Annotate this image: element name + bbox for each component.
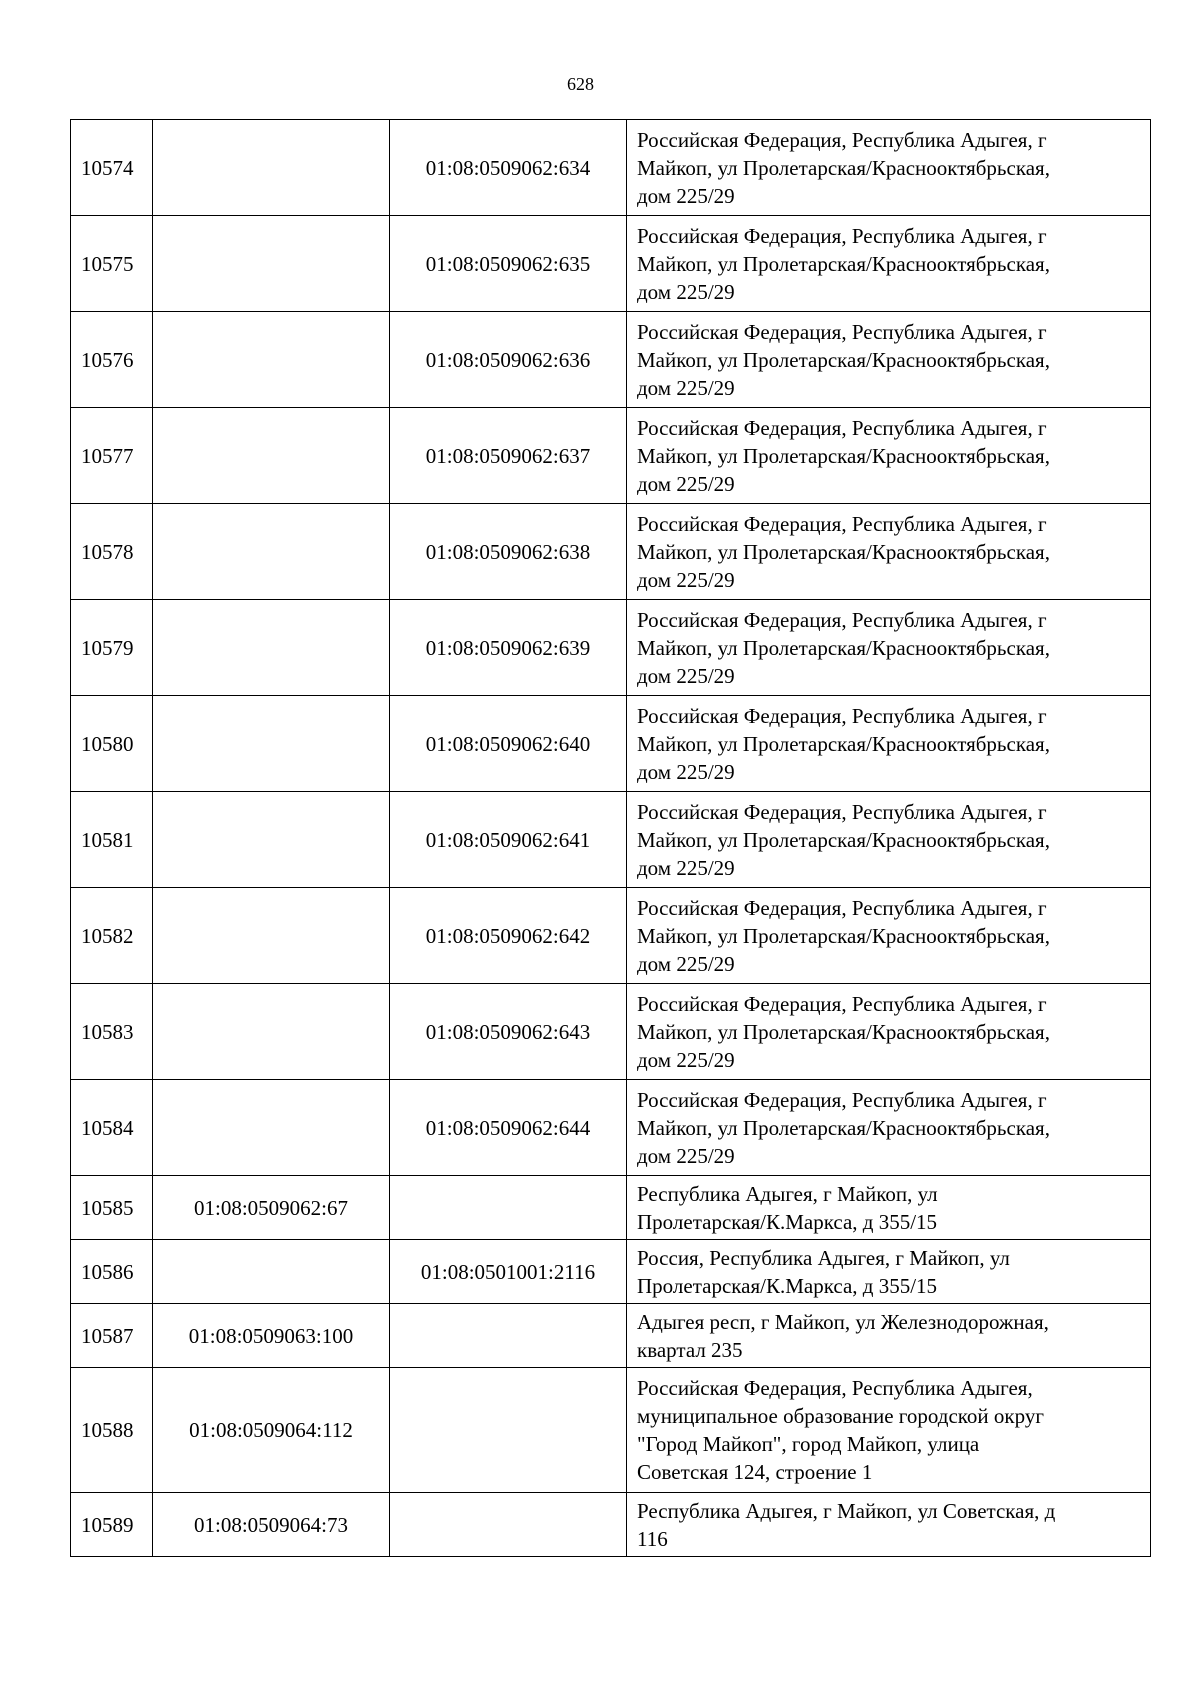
row-number-cell: 10578 <box>71 504 153 600</box>
address-line: Республика Адыгея, г Майкоп, ул <box>637 1181 938 1206</box>
row-number-cell: 10580 <box>71 696 153 792</box>
address-line: Российская Федерация, Республика Адыгея, г <box>637 991 1047 1016</box>
address-line: дом 225/29 <box>637 567 735 592</box>
building-cadastral-number-cell: 01:08:0509062:635 <box>390 216 627 312</box>
land-cadastral-number-cell <box>153 1240 390 1304</box>
page-number: 628 <box>567 74 594 94</box>
land-cadastral-number-cell <box>153 984 390 1080</box>
address-line: дом 225/29 <box>637 183 735 208</box>
address-line: Российская Федерация, Республика Адыгея, г <box>637 511 1047 536</box>
land-cadastral-number-cell <box>153 792 390 888</box>
building-cadastral-number-cell: 01:08:0509062:638 <box>390 504 627 600</box>
building-cadastral-number-cell: 01:08:0509062:641 <box>390 792 627 888</box>
address-cell <box>627 1240 1151 1304</box>
address-line: Майкоп, ул Пролетарская/Краснооктябрьская, <box>637 731 1050 756</box>
building-cadastral-number-cell: 01:08:0509062:636 <box>390 312 627 408</box>
registry-table <box>70 119 1151 1557</box>
table-row <box>71 1368 1151 1493</box>
address-cell <box>627 696 1151 792</box>
table-row <box>71 120 1151 216</box>
building-cadastral-number-cell <box>390 1368 627 1493</box>
address-line: Майкоп, ул Пролетарская/Краснооктябрьская, <box>637 635 1050 660</box>
table-row <box>71 1304 1151 1368</box>
land-cadastral-number-cell <box>153 504 390 600</box>
address-line: Российская Федерация, Республика Адыгея, г <box>637 223 1047 248</box>
address-line: Республика Адыгея, г Майкоп, ул Советская, д <box>637 1498 1056 1523</box>
row-number-cell: 10574 <box>71 120 153 216</box>
row-number-cell: 10585 <box>71 1176 153 1240</box>
address-line: Российская Федерация, Республика Адыгея, г <box>637 703 1047 728</box>
address-line: Майкоп, ул Пролетарская/Краснооктябрьская, <box>637 347 1050 372</box>
building-cadastral-number-cell: 01:08:0509062:642 <box>390 888 627 984</box>
row-number-cell: 10577 <box>71 408 153 504</box>
address-line: Пролетарская/К.Маркса, д 355/15 <box>637 1209 938 1234</box>
land-cadastral-number-cell <box>153 1080 390 1176</box>
row-number-cell: 10584 <box>71 1080 153 1176</box>
table-row <box>71 312 1151 408</box>
address-line: Майкоп, ул Пролетарская/Краснооктябрьская, <box>637 923 1050 948</box>
address-cell <box>627 408 1151 504</box>
address-line: Советская 124, строение 1 <box>637 1460 873 1484</box>
table-row <box>71 216 1151 312</box>
address-cell <box>627 792 1151 888</box>
row-number-cell: 10575 <box>71 216 153 312</box>
row-number-cell: 10583 <box>71 984 153 1080</box>
table-row <box>71 1080 1151 1176</box>
building-cadastral-number-cell: 01:08:0509062:644 <box>390 1080 627 1176</box>
address-line: Майкоп, ул Пролетарская/Краснооктябрьская, <box>637 251 1050 276</box>
address-line: дом 225/29 <box>637 855 735 880</box>
address-line: дом 225/29 <box>637 663 735 688</box>
address-cell <box>627 888 1151 984</box>
table-row <box>71 984 1151 1080</box>
row-number-cell: 10576 <box>71 312 153 408</box>
land-cadastral-number-cell <box>153 600 390 696</box>
building-cadastral-number-cell: 01:08:0501001:2116 <box>390 1240 627 1304</box>
address-line: Россия, Республика Адыгея, г Майкоп, ул <box>637 1245 1010 1270</box>
address-line: Пролетарская/К.Маркса, д 355/15 <box>637 1273 938 1298</box>
address-cell <box>627 600 1151 696</box>
land-cadastral-number-cell: 01:08:0509062:67 <box>153 1176 390 1240</box>
address-line: Российская Федерация, Республика Адыгея, <box>637 1376 1033 1400</box>
land-cadastral-number-cell <box>153 216 390 312</box>
address-line: Российская Федерация, Республика Адыгея, г <box>637 127 1047 152</box>
address-line: Российская Федерация, Республика Адыгея, г <box>637 415 1047 440</box>
address-line: Российская Федерация, Республика Адыгея, г <box>637 319 1047 344</box>
land-cadastral-number-cell <box>153 696 390 792</box>
row-number-cell: 10589 <box>71 1493 153 1557</box>
row-number-cell: 10587 <box>71 1304 153 1368</box>
address-cell <box>627 216 1151 312</box>
building-cadastral-number-cell <box>390 1176 627 1240</box>
address-line: Майкоп, ул Пролетарская/Краснооктябрьская, <box>637 1019 1050 1044</box>
table-row <box>71 1493 1151 1557</box>
address-line: Российская Федерация, Республика Адыгея, г <box>637 799 1047 824</box>
address-line: Майкоп, ул Пролетарская/Краснооктябрьская, <box>637 539 1050 564</box>
address-cell <box>627 120 1151 216</box>
address-line: Адыгея респ, г Майкоп, ул Железнодорожная, <box>637 1309 1049 1334</box>
building-cadastral-number-cell: 01:08:0509062:640 <box>390 696 627 792</box>
land-cadastral-number-cell <box>153 408 390 504</box>
land-cadastral-number-cell: 01:08:0509064:73 <box>153 1493 390 1557</box>
land-cadastral-number-cell <box>153 312 390 408</box>
address-cell <box>627 1368 1151 1493</box>
address-line: дом 225/29 <box>637 1143 735 1168</box>
address-line: квартал 235 <box>637 1337 743 1362</box>
building-cadastral-number-cell: 01:08:0509062:637 <box>390 408 627 504</box>
land-cadastral-number-cell <box>153 888 390 984</box>
row-number-cell: 10588 <box>71 1368 153 1493</box>
table-row <box>71 792 1151 888</box>
row-number-cell: 10586 <box>71 1240 153 1304</box>
address-cell <box>627 984 1151 1080</box>
address-line: дом 225/29 <box>637 279 735 304</box>
land-cadastral-number-cell: 01:08:0509063:100 <box>153 1304 390 1368</box>
address-cell <box>627 312 1151 408</box>
address-line: Майкоп, ул Пролетарская/Краснооктябрьская, <box>637 827 1050 852</box>
table-row <box>71 600 1151 696</box>
address-line: Майкоп, ул Пролетарская/Краснооктябрьская, <box>637 1115 1050 1140</box>
address-line: Российская Федерация, Республика Адыгея, г <box>637 895 1047 920</box>
registry-table-body <box>71 120 1151 1557</box>
table-row <box>71 504 1151 600</box>
table-row <box>71 888 1151 984</box>
table-row <box>71 696 1151 792</box>
address-line: "Город Майкоп", город Майкоп, улица <box>637 1432 980 1456</box>
row-number-cell: 10582 <box>71 888 153 984</box>
address-cell <box>627 1176 1151 1240</box>
address-line: Майкоп, ул Пролетарская/Краснооктябрьская, <box>637 443 1050 468</box>
building-cadastral-number-cell <box>390 1304 627 1368</box>
address-cell <box>627 1304 1151 1368</box>
address-cell <box>627 1080 1151 1176</box>
address-line: Российская Федерация, Республика Адыгея, г <box>637 607 1047 632</box>
address-cell <box>627 1493 1151 1557</box>
table-row <box>71 1176 1151 1240</box>
address-line: дом 225/29 <box>637 375 735 400</box>
address-line: Майкоп, ул Пролетарская/Краснооктябрьская, <box>637 155 1050 180</box>
address-line: дом 225/29 <box>637 951 735 976</box>
land-cadastral-number-cell: 01:08:0509064:112 <box>153 1368 390 1493</box>
address-line: дом 225/29 <box>637 471 735 496</box>
table-row <box>71 408 1151 504</box>
address-line: дом 225/29 <box>637 759 735 784</box>
address-line: 116 <box>637 1526 668 1551</box>
building-cadastral-number-cell: 01:08:0509062:634 <box>390 120 627 216</box>
table-row <box>71 1240 1151 1304</box>
address-cell <box>627 504 1151 600</box>
building-cadastral-number-cell: 01:08:0509062:643 <box>390 984 627 1080</box>
row-number-cell: 10579 <box>71 600 153 696</box>
row-number-cell: 10581 <box>71 792 153 888</box>
address-line: Российская Федерация, Республика Адыгея, г <box>637 1087 1047 1112</box>
address-line: дом 225/29 <box>637 1047 735 1072</box>
building-cadastral-number-cell: 01:08:0509062:639 <box>390 600 627 696</box>
land-cadastral-number-cell <box>153 120 390 216</box>
address-line: муниципальное образование городской округ <box>637 1404 1044 1428</box>
building-cadastral-number-cell <box>390 1493 627 1557</box>
